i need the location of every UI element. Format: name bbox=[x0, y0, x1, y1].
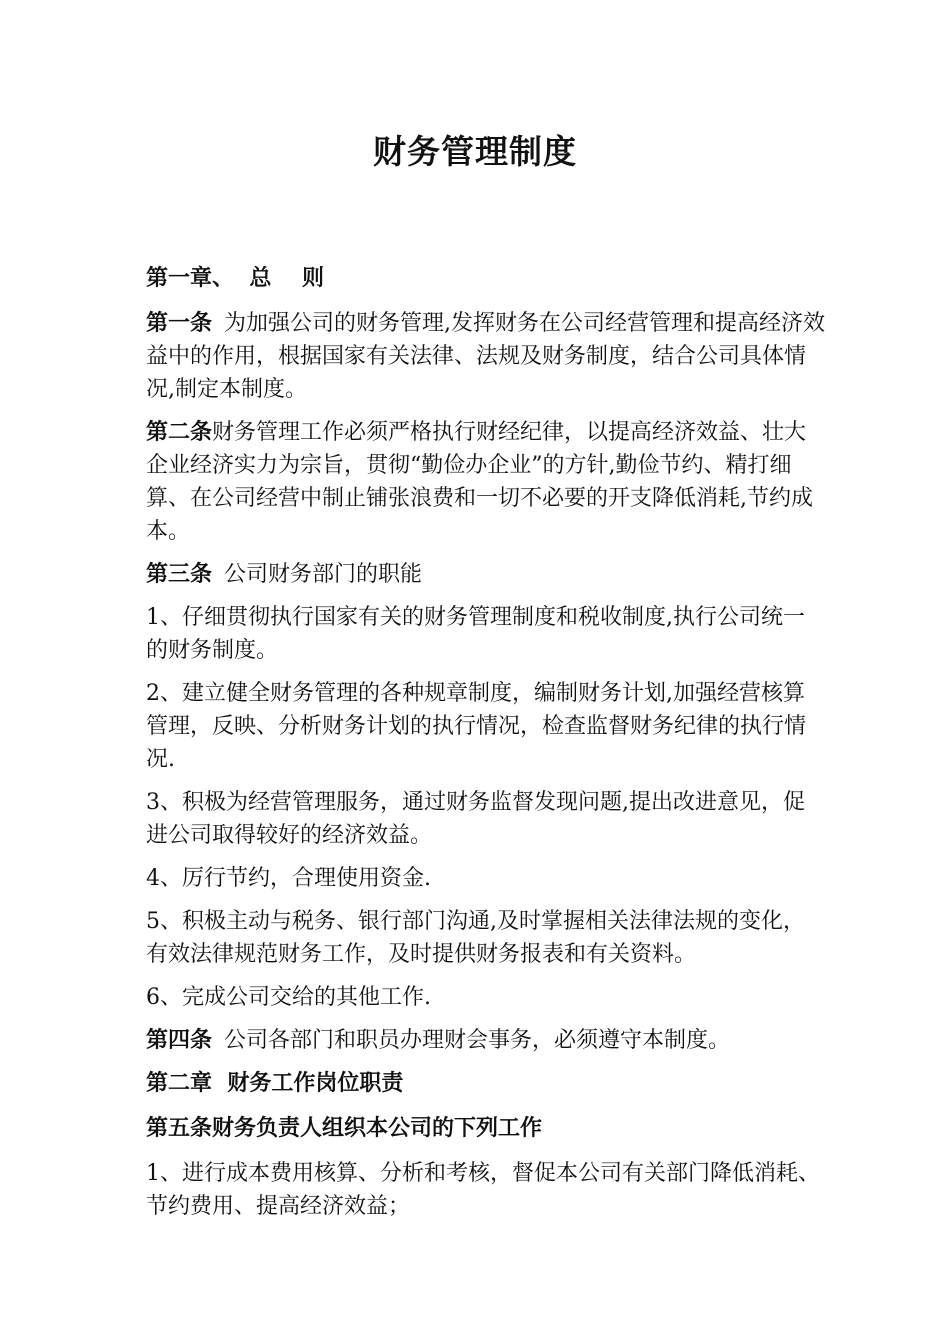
document-body bbox=[146, 262, 826, 1233]
article-2-text: 财务管理工作必须严格执行财经纪律，以提高经济效益、壮大企业经济实力为宗旨，贯彻“勤俭办企业”的方针,勤俭节约、精打细算、在公司经营中制止铺张浪费和一切不必要的开支降低消耗,节约成本。 bbox=[146, 420, 813, 544]
article-5-item-1: 1、进行成本费用核算、分析和考核，督促本公司有关部门降低消耗、节约费用、提高经济效益； bbox=[146, 1161, 820, 1219]
document-title: 财务管理制度 bbox=[373, 132, 577, 171]
article-3-item-2: 2、建立健全财务管理的各种规章制度，编制财务计划,加强经营核算管理，反映、分析财务计划的执行情况，检查监督财务纪律的执行情况. bbox=[146, 681, 807, 772]
chapter-1-heading: 第一章、 总 则 bbox=[146, 266, 324, 291]
article-3 bbox=[146, 558, 826, 591]
article-4-label: 第四条 bbox=[146, 1028, 213, 1053]
article-2 bbox=[146, 416, 826, 548]
article-1-text: 为加强公司的财务管理,发挥财务在公司经营管理和提高经济效益中的作用，根据国家有关法律、法规及财务制度，结合公司具体情况,制定本制度。 bbox=[146, 311, 826, 402]
article-3-item-4: 4、厉行节约，合理使用资金. bbox=[146, 866, 431, 891]
article-3-item-1: 1、仔细贯彻执行国家有关的财务管理制度和税收制度,执行公司统一的财务制度。 bbox=[146, 605, 805, 663]
article-3-text: 公司财务部门的职能 bbox=[224, 562, 423, 587]
article-3-item-6: 6、完成公司交给的其他工作. bbox=[146, 985, 431, 1010]
article-4 bbox=[146, 1024, 826, 1057]
article-1 bbox=[146, 307, 826, 406]
article-3-label: 第三条 bbox=[146, 562, 213, 587]
article-3-item-3: 3、积极为经营管理服务，通过财务监督发现问题,提出改进意见，促进公司取得较好的经济效益。 bbox=[146, 790, 805, 848]
article-5-heading: 第五条财务负责人组织本公司的下列工作 bbox=[146, 1116, 543, 1141]
chapter-2-heading: 第二章 财务工作岗位职责 bbox=[146, 1071, 404, 1096]
article-1-label: 第一条 bbox=[146, 311, 213, 336]
article-4-text: 公司各部门和职员办理财会事务，必须遵守本制度。 bbox=[224, 1028, 731, 1053]
article-2-label: 第二条 bbox=[146, 420, 213, 445]
article-3-item-5: 5、积极主动与税务、银行部门沟通,及时掌握相关法律法规的变化，有效法律规范财务工作，及时提供财务报表和有关资料。 bbox=[146, 909, 805, 967]
